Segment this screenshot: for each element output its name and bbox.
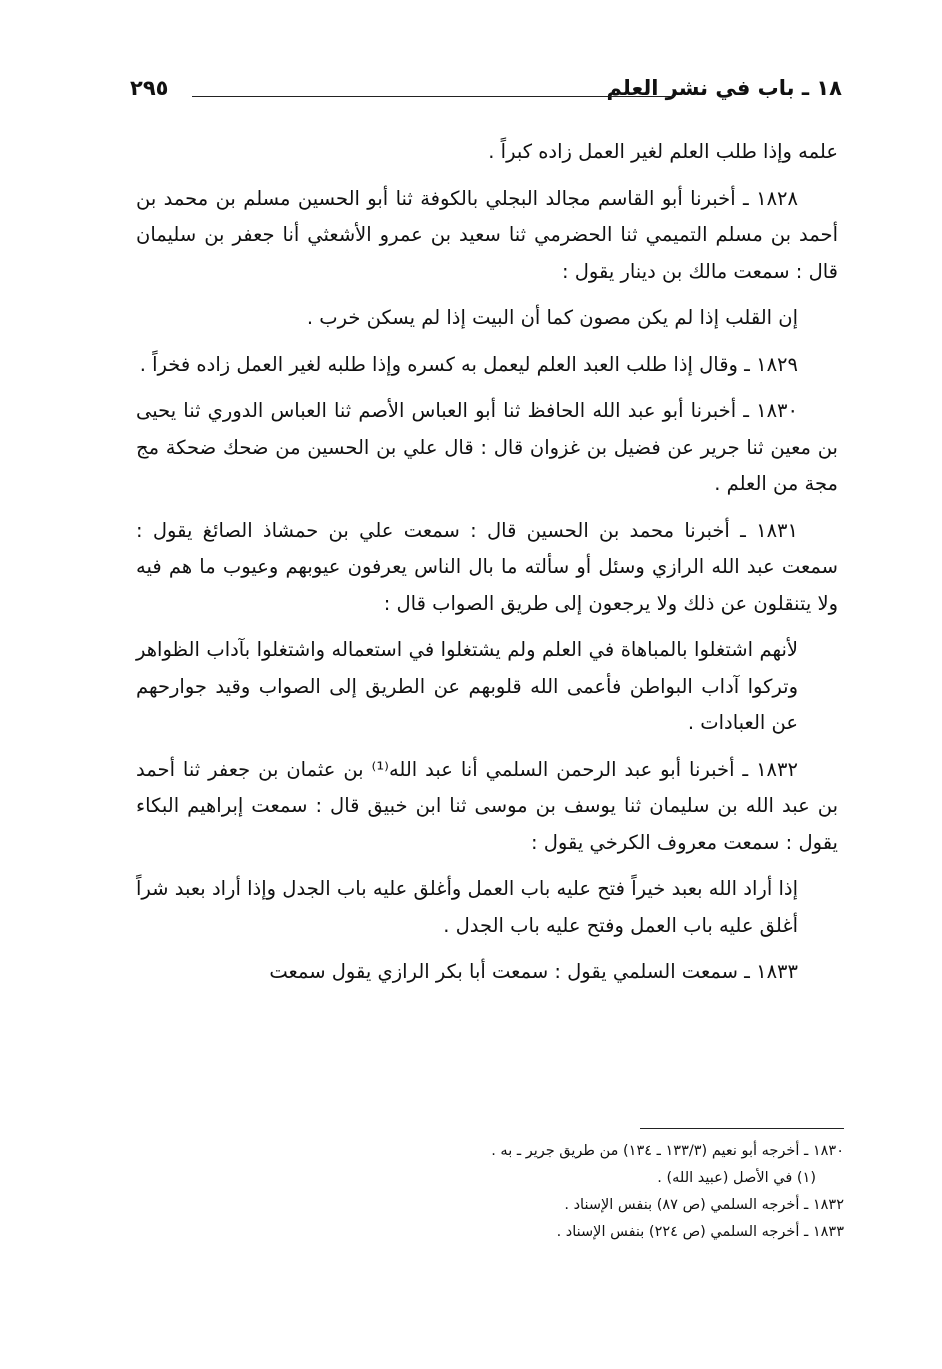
page-header	[130, 70, 842, 110]
paragraph: علمه وإذا طلب العلم لغير العمل زاده كبراً .	[488, 140, 838, 163]
header-rule	[192, 96, 674, 97]
quote-paragraph: لأنهم اشتغلوا بالمباهاة في العلم ولم يشتغلوا في استعماله واشتغلوا بآداب الظواهر وتركوا آداب البواطن فأعمى الله قلوبهم عن الطريق إلى الصواب وقيد جوارحهم عن العبادات .	[136, 638, 798, 734]
chapter-title: ١٨ ـ باب في نشر العلم	[606, 76, 842, 100]
footnote-1832: ١٨٣٢ ـ أخرجه السلمي (ص ٨٧) بنفس الإسناد .	[564, 1197, 844, 1213]
footnote-1830: ١٨٣٠ ـ أخرجه أبو نعيم (١٣٣/٣ ـ ١٣٤) من طريق جرير ـ به .	[491, 1143, 844, 1159]
quote-paragraph: إن القلب إذا لم يكن مصون كما أن البيت إذا لم يسكن خرب .	[306, 306, 798, 329]
footnote-1833: ١٨٣٣ ـ أخرجه السلمي (ص ٢٢٤) بنفس الإسناد .	[556, 1224, 844, 1240]
narration-1831: ١٨٣١ ـ أخبرنا محمد بن الحسين قال : سمعت علي بن حمشاذ الصائغ يقول : سمعت عبد الله الرازي وسئل أو سألته ما بال الناس يعرفون عيوبهم وعيوب ما هم فيه ولا يتنقلون عن ذلك ولا يرجعون إلى طريق الصواب قال :	[136, 518, 838, 615]
footnotes	[400, 1138, 844, 1246]
page-number: ٢٩٥	[130, 76, 169, 100]
narration-1828: ١٨٢٨ ـ أخبرنا أبو القاسم مجالد البجلي بالكوفة ثنا أبو الحسين مسلم بن محمد بن أحمد بن مسلم التميمي ثنا الحضرمي ثنا سعيد بن عمرو الأشعثي أنا جعفر بن سليمان قال : سمعت مالك بن دينار يقول :	[136, 186, 838, 283]
quote-paragraph: إذا أراد الله بعبد خيراً فتح عليه باب العمل وأغلق عليه باب الجدل وإذا أراد بعبد شراً أغلق عليه باب العمل وفتح عليه باب الجدل .	[136, 877, 798, 937]
narration-1833: ١٨٣٣ ـ سمعت السلمي يقول : سمعت أبا بكر الرازي يقول سمعت	[269, 960, 798, 983]
main-text	[136, 134, 838, 1001]
narration-1830: ١٨٣٠ ـ أخبرنا أبو عبد الله الحافظ ثنا أبو العباس الأصم ثنا العباس الدوري ثنا يحيى بن معين ثنا جرير عن فضيل بن غزوان قال : قال علي بن الحسين من ضحك ضحكة مج مجة من العلم .	[136, 399, 838, 495]
narration-1829: ١٨٢٩ ـ وقال إذا طلب العبد العلم ليعمل به كسره وإذا طلبه لغير العمل زاده فخراً .	[139, 352, 798, 376]
footnote-rule	[640, 1128, 844, 1129]
footnote-note-1: (١) في الأصل (عبيد الله) .	[657, 1170, 816, 1186]
narration-1832: ١٨٣٢ ـ أخبرنا أبو عبد الرحمن السلمي أنا عبد الله⁽¹⁾ بن عثمان بن جعفر ثنا أحمد بن عبد الله بن سليمان ثنا يوسف بن موسى ثنا ابن خبيق قال : سمعت إبراهيم البكاء يقول : سمعت معروف الكرخي يقول :	[136, 757, 838, 854]
